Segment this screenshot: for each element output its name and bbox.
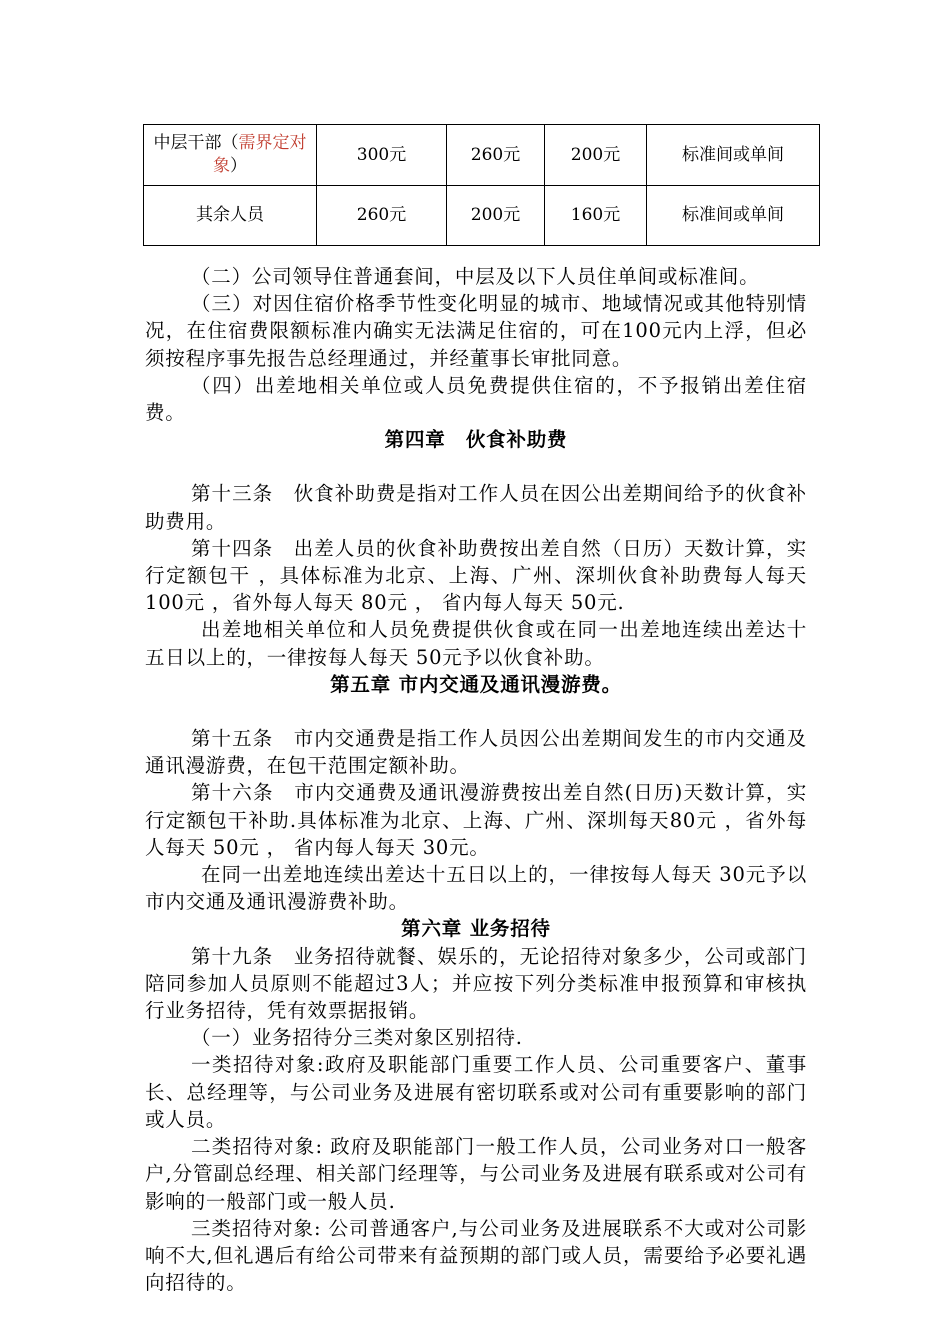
- paragraph: （四）出差地相关单位或人员免费提供住宿的，不予报销出差住宿费。: [145, 373, 807, 425]
- table-row: [144, 125, 820, 186]
- paragraph: 二类招待对象: 政府及职能部门一般工作人员，公司业务对口一般客户,分管副总经理、相关部门经理等，与公司业务及进展有联系或对公司有影响的一般部门或一般人员.: [145, 1135, 807, 1213]
- rate-cell: 300元: [317, 125, 447, 186]
- chapter-heading: 第六章 业务招待: [401, 917, 551, 941]
- chapter-heading: 第五章 市内交通及通讯漫游费。: [330, 672, 622, 696]
- room-type-cell: 标准间或单间: [647, 186, 820, 246]
- paragraph: 第十五条 市内交通费是指工作人员因公出差期间发生的市内交通及通讯漫游费，在包干范围定额补助。: [145, 727, 807, 778]
- rate-cell: 260元: [317, 186, 447, 246]
- table-row: [144, 186, 820, 246]
- paragraph: 三类招待对象: 公司普通客户,与公司业务及进展联系不大或对公司影响不大,但礼遇后有给公司带来有益预期的部门或人员，需要给予必要礼遇向招待的。: [145, 1216, 807, 1295]
- rate-cell: 200元: [447, 186, 545, 246]
- paragraph: （二）公司领导住普通套间，中层及以下人员住单间或标准间。: [191, 265, 760, 288]
- role-cell: 中层干部（需界定对象）: [144, 125, 317, 186]
- role-note: 需界定对象: [213, 133, 307, 176]
- document-body: [145, 263, 807, 1296]
- rate-cell: 200元: [545, 125, 647, 186]
- paragraph: 出差地相关单位和人员免费提供伙食或在同一出差地连续出差达十五日以上的，一律按每人每天 50元予以伙食补助。: [145, 618, 807, 669]
- paragraph: 第十九条 业务招待就餐、娱乐的，无论招待对象多少，公司或部门陪同参加人员原则不能超过3人；并应按下列分类标准申报预算和审核执行业务招待，凭有效票据报销。: [145, 944, 807, 1023]
- role-cell: 其余人员: [144, 186, 317, 246]
- rate-cell: 160元: [545, 186, 647, 246]
- paragraph: 第十四条 出差人员的伙食补助费按出差自然（日历）天数计算，实行定额包干 ，具体标准为北京、上海、广州、深圳伙食补助费每人每天 100元 ，省外每人每天 80元 ， 省内每人每天 50元.: [145, 536, 807, 615]
- paragraph: 一类招待对象:政府及职能部门重要工作人员、公司重要客户、董事长、总经理等，与公司业务及进展有密切联系或对公司有重要影响的部门或人员。: [145, 1053, 807, 1131]
- paragraph: 第十三条 伙食补助费是指对工作人员在因公出差期间给予的伙食补助费用。: [145, 482, 807, 533]
- accommodation-rate-table: [143, 124, 820, 246]
- paragraph: 在同一出差地连续出差达十五日以上的，一律按每人每天 30元予以市内交通及通讯漫游费补助。: [145, 863, 807, 914]
- rate-cell: 260元: [447, 125, 545, 186]
- chapter-heading: 第四章 伙食补助费: [384, 428, 568, 452]
- room-type-cell: 标准间或单间: [647, 125, 820, 186]
- paragraph: （一）业务招待分三类对象区别招待.: [191, 1026, 523, 1050]
- paragraph: （三）对因住宿价格季节性变化明显的城市、地域情况或其他特别情况，在住宿费限额标准内确实无法满足住宿的，可在100元内上浮，但必须按程序事先报告总经理通过，并经董事长审批同意。: [145, 292, 807, 370]
- paragraph: 第十六条 市内交通费及通讯漫游费按出差自然(日历)天数计算，实行定额包干补助.具体标准为北京、上海、广州、深圳每天80元 ，省外每人每天 50元 ， 省内每人每天 30元。: [145, 781, 807, 859]
